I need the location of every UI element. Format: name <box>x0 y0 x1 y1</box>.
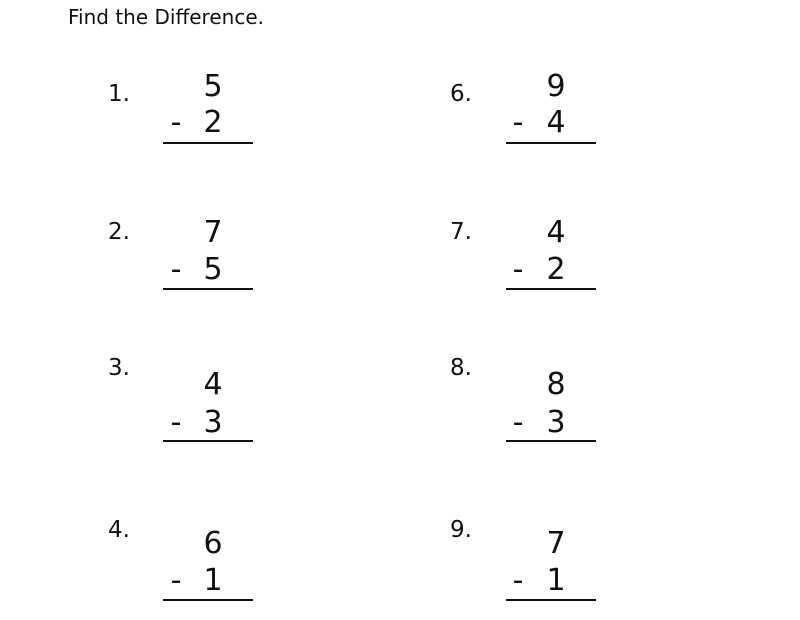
minuend: 8 <box>546 367 566 402</box>
subtrahend: 1 <box>203 563 223 598</box>
minus-sign: - <box>512 252 524 287</box>
problem-4 <box>108 516 278 596</box>
minuend: 7 <box>203 215 223 250</box>
answer-line[interactable] <box>163 599 253 601</box>
minuend: 5 <box>203 69 223 104</box>
answer-line[interactable] <box>163 288 253 290</box>
problem-number: 3. <box>108 355 130 381</box>
problem-number: 7. <box>450 219 472 245</box>
minuend: 4 <box>546 215 566 250</box>
minus-sign: - <box>170 405 182 440</box>
problem-2 <box>108 215 278 298</box>
problem-8 <box>450 354 620 440</box>
minus-sign: - <box>512 563 524 598</box>
problem-6 <box>450 69 620 160</box>
problem-9 <box>450 516 620 596</box>
subtrahend: 3 <box>546 405 566 440</box>
minuend: 4 <box>203 367 223 402</box>
instructions: Find the Difference. <box>68 5 264 29</box>
subtrahend: 2 <box>203 105 223 140</box>
minuend: 9 <box>546 69 566 104</box>
problem-number: 9. <box>450 517 472 543</box>
problem-number: 2. <box>108 219 130 245</box>
minus-sign: - <box>170 563 182 598</box>
answer-line[interactable] <box>506 288 596 290</box>
subtrahend: 5 <box>203 252 223 287</box>
subtrahend: 1 <box>546 563 566 598</box>
minus-sign: - <box>170 105 182 140</box>
minus-sign: - <box>512 405 524 440</box>
answer-line[interactable] <box>506 142 596 144</box>
answer-line[interactable] <box>506 440 596 442</box>
problem-number: 1. <box>108 81 130 107</box>
subtrahend: 3 <box>203 405 223 440</box>
problem-1 <box>108 69 278 160</box>
minus-sign: - <box>512 105 524 140</box>
problem-number: 4. <box>108 517 130 543</box>
minus-sign: - <box>170 252 182 287</box>
problem-3 <box>108 354 278 440</box>
minuend: 7 <box>546 526 566 561</box>
answer-line[interactable] <box>163 142 253 144</box>
problem-7 <box>450 215 620 298</box>
problem-number: 8. <box>450 355 472 381</box>
subtrahend: 2 <box>546 252 566 287</box>
problem-number: 6. <box>450 81 472 107</box>
answer-line[interactable] <box>163 440 253 442</box>
minuend: 6 <box>203 526 223 561</box>
answer-line[interactable] <box>506 599 596 601</box>
subtrahend: 4 <box>546 105 566 140</box>
